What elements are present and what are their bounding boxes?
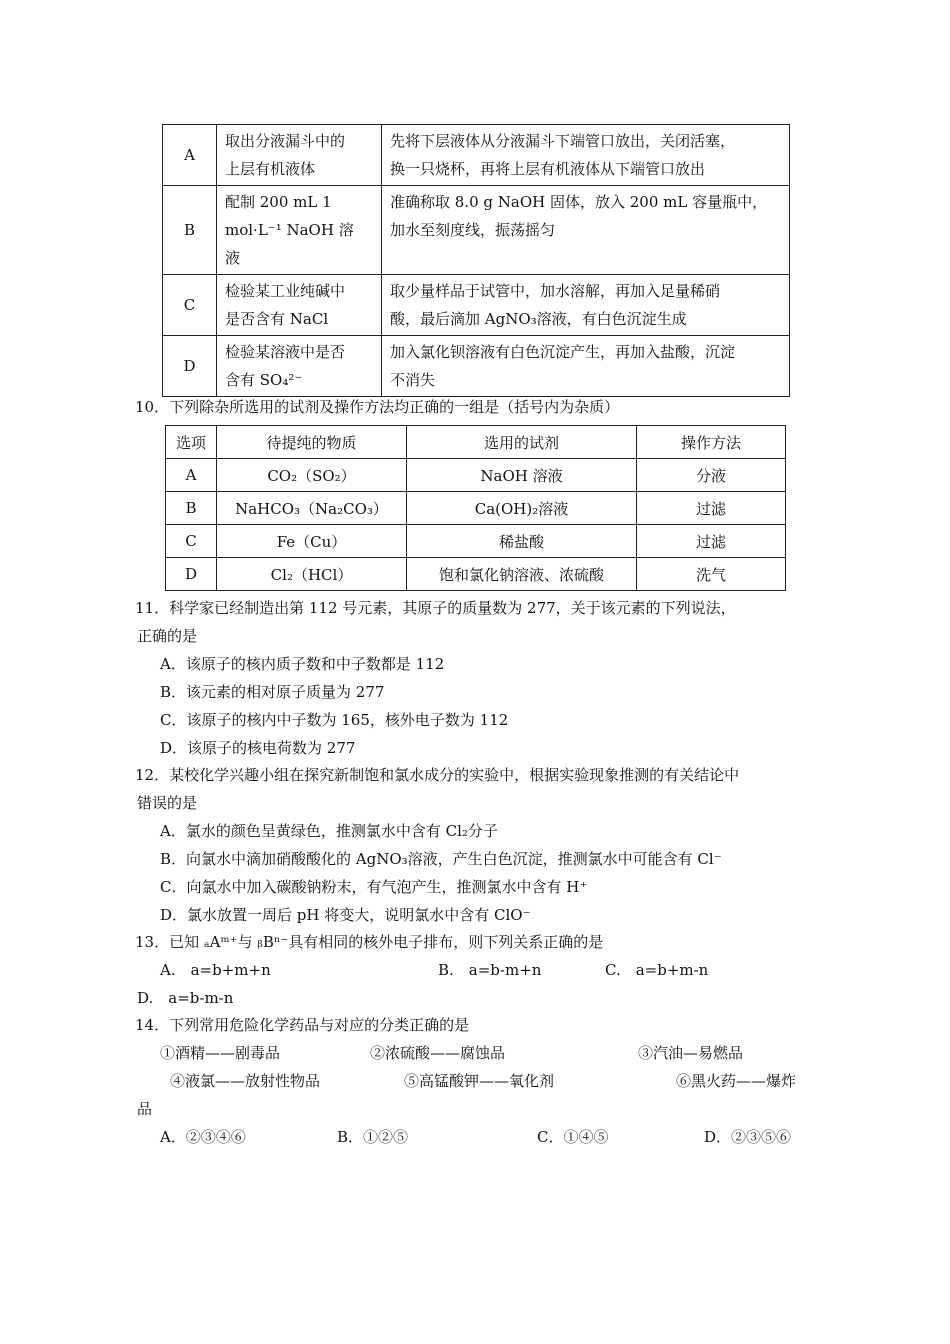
operation-cell: 加入氯化钡溶液有白色沉淀产生，再加入盐酸，沉淀 不消失 [382,336,790,397]
operation-cell: 准确称取 8.0 g NaOH 固体，放入 200 mL 容量瓶中， 加水至刻度线，振荡摇匀 [382,186,790,275]
q11-stem-continued: 正确的是 [137,627,198,645]
q14-item-4: ④液氯——放射性物品 [170,1072,321,1090]
q13-option-b: B. a=b-m+n [438,961,542,979]
table-cell: 过滤 [637,525,786,558]
column-header: 操作方法 [637,426,786,459]
table-row [166,492,786,525]
purification-table [165,425,786,591]
table-cell: 稀盐酸 [407,525,637,558]
q12-stem: 12．某校化学兴趣小组在探究新制饱和氯水成分的实验中，根据实验现象推测的有关结论中 [135,766,740,784]
q14-option-c: C．①④⑤ [537,1128,609,1146]
table-row [166,525,786,558]
table-cell: NaHCO₃（Na₂CO₃） [217,492,407,525]
q11-option-b: B．该元素的相对原子质量为 277 [160,683,385,701]
q12-option-c: C．向氯水中加入碳酸钠粉末，有气泡产生，推测氯水中含有 H⁺ [160,878,588,896]
q14-item-1: ①酒精——剧毒品 [160,1044,281,1062]
table-cell: 过滤 [637,492,786,525]
table-cell: B [166,492,217,525]
purpose-cell: 检验某溶液中是否 含有 SO₄²⁻ [217,336,382,397]
column-header: 选项 [166,426,217,459]
q11-stem: 11．科学家已经制造出第 112 号元素，其原子的质量数为 277，关于该元素的下列说法， [135,599,736,617]
table-row [166,558,786,591]
q12-option-b: B．向氯水中滴加硝酸酸化的 AgNO₃溶液，产生白色沉淀，推测氯水中可能含有 Cl⁻ [160,850,722,868]
table-cell: Fe（Cu） [217,525,407,558]
q13-option-d: D. a=b-m-n [137,989,234,1007]
q14-stem: 14．下列常用危险化学药品与对应的分类正确的是 [135,1016,470,1034]
q12-stem-continued: 错误的是 [137,794,198,812]
q14-item-6-continued: 品 [137,1100,153,1118]
purpose-cell: 检验某工业纯碱中 是否含有 NaCl [217,275,382,336]
table-row [166,459,786,492]
q14-item-6: ⑥黑火药——爆炸 [676,1072,797,1090]
operation-cell: 先将下层液体从分液漏斗下端管口放出，关闭活塞， 换一只烧杯，再将上层有机液体从下端管口放出 [382,125,790,186]
purpose-cell: 配制 200 mL 1 mol·L⁻¹ NaOH 溶 液 [217,186,382,275]
q12-option-d: D．氯水放置一周后 pH 将变大，说明氯水中含有 ClO⁻ [160,906,531,924]
column-header: 选用的试剂 [407,426,637,459]
table-cell: CO₂（SO₂） [217,459,407,492]
q14-item-2: ②浓硫酸——腐蚀品 [370,1044,506,1062]
table-cell: C [166,525,217,558]
operation-cell: 取少量样品于试管中，加水溶解，再加入足量稀硝 酸，最后滴加 AgNO₃溶液，有白色沉淀生成 [382,275,790,336]
q14-option-a: A．②③④⑥ [160,1128,246,1146]
option-cell: D [163,336,217,397]
option-cell: B [163,186,217,275]
table-cell: A [166,459,217,492]
table-row [163,336,790,397]
purpose-cell: 取出分液漏斗中的 上层有机液体 [217,125,382,186]
q14-option-b: B．①②⑤ [337,1128,409,1146]
table-cell: Ca(OH)₂溶液 [407,492,637,525]
table-row [163,275,790,336]
q11-option-a: A．该原子的核内质子数和中子数都是 112 [160,655,445,673]
table-row [163,186,790,275]
table-cell: D [166,558,217,591]
table-cell: Cl₂（HCl） [217,558,407,591]
option-cell: A [163,125,217,186]
option-cell: C [163,275,217,336]
q14-item-5: ⑤高锰酸钾——氧化剂 [404,1072,555,1090]
q11-option-c: C．该原子的核内中子数为 165，核外电子数为 112 [160,711,509,729]
table-row [163,125,790,186]
column-header: 待提纯的物质 [217,426,407,459]
table-cell: NaOH 溶液 [407,459,637,492]
q10-stem: 10．下列除杂所选用的试剂及操作方法均正确的一组是（括号内为杂质） [135,398,620,416]
q14-item-3: ③汽油—易燃品 [638,1044,744,1062]
q13-stem: 13．已知 ₐAᵐ⁺与 ᵦBⁿ⁻具有相同的核外电子排布，则下列关系正确的是 [135,933,604,951]
q14-option-d: D．②③⑤⑥ [704,1128,792,1146]
table-cell: 洗气 [637,558,786,591]
table-header-row [166,426,786,459]
experiment-table [162,124,790,397]
q13-option-c: C. a=b+m-n [605,961,709,979]
table-cell: 饱和氯化钠溶液、浓硫酸 [407,558,637,591]
q11-option-d: D．该原子的核电荷数为 277 [160,739,356,757]
q12-option-a: A．氯水的颜色呈黄绿色，推测氯水中含有 Cl₂分子 [160,822,498,840]
q13-option-a: A. a=b+m+n [160,961,271,979]
table-cell: 分液 [637,459,786,492]
